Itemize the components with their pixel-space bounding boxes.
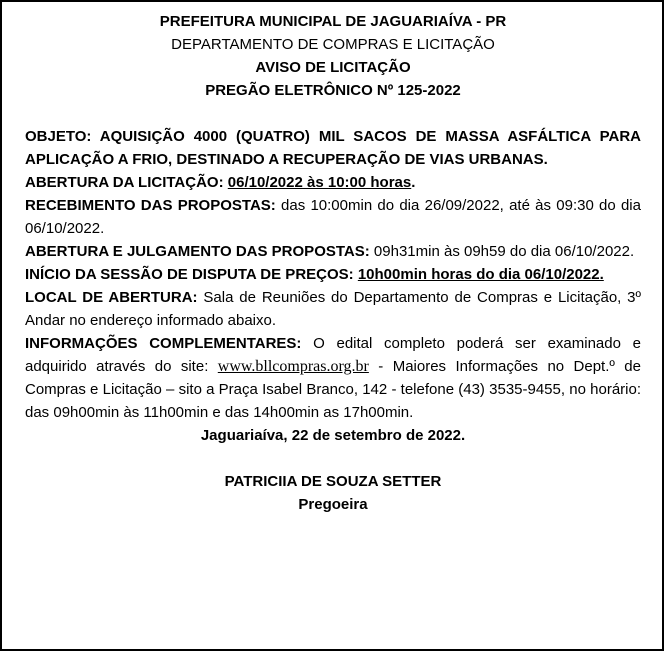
abertura-julgamento-text: 09h31min às 09h59 do dia 06/10/2022. <box>373 243 635 260</box>
abertura-julgamento-label: ABERTURA E JULGAMENTO DAS PROPOSTAS: <box>25 243 374 260</box>
informacoes-text-after-link: - Maiores Informações no Dept.º de Compras e Licitação – sito a Praça Isabel Branco, 142 - telefone (43) 3535-9455, no horário: das 09h00min às 11h00min e das 14h00min as 17h00min. <box>25 358 641 421</box>
recebimento-text: das 10:00min do dia 26/09/2022, até às 09:30 do dia 06/10/2022. <box>25 197 641 237</box>
paragraph-abertura-licitacao <box>25 171 641 194</box>
document-body <box>25 125 641 516</box>
paragraph-recebimento-propostas <box>25 194 641 240</box>
recebimento-label: RECEBIMENTO DAS PROPOSTAS: <box>25 197 282 214</box>
abertura-licitacao-datetime: 06/10/2022 às 10:00 horas <box>227 174 412 191</box>
abertura-licitacao-period: . <box>411 174 416 191</box>
header-auction-number: PREGÃO ELETRÔNICO Nº 125-2022 <box>205 82 461 99</box>
informacoes-label: INFORMAÇÕES COMPLEMENTARES: <box>25 335 314 352</box>
header-department: DEPARTAMENTO DE COMPRAS E LICITAÇÃO <box>171 36 495 53</box>
local-abertura-text: Sala de Reuniões do Departamento de Compras e Licitação, 3º Andar no endereço informado abaixo. <box>25 289 642 329</box>
signature-name: PATRICIIA DE SOUZA SETTER <box>224 473 442 490</box>
objeto-text: OBJETO: AQUISIÇÃO 4000 (QUATRO) MIL SACOS DE MASSA ASFÁLTICA PARA APLICAÇÃO A FRIO, DESTINADO A RECUPERAÇÃO DE VIAS URBANAS. <box>25 128 641 168</box>
inicio-disputa-datetime: 10h00min horas do dia 06/10/2022. <box>357 266 604 283</box>
bllcompras-site-link[interactable]: www.bllcompras.org.br <box>217 358 369 375</box>
informacoes-text-before-link: O edital completo poderá ser examinado e adquirido através do site: <box>25 335 641 375</box>
document-header <box>25 10 641 102</box>
inicio-disputa-label: INÍCIO DA SESSÃO DE DISPUTA DE PREÇOS: <box>25 266 358 283</box>
abertura-licitacao-label: ABERTURA DA LICITAÇÃO: <box>25 174 228 191</box>
paragraph-informacoes-complementares <box>25 332 641 424</box>
date-line: Jaguariaíva, 22 de setembro de 2022. <box>200 427 466 444</box>
header-notice-type: AVISO DE LICITAÇÃO <box>255 59 411 76</box>
paragraph-inicio-disputa <box>25 263 641 286</box>
paragraph-objeto <box>25 125 641 171</box>
signature-block <box>25 470 641 516</box>
signature-role: Pregoeira <box>298 496 368 513</box>
local-abertura-label: LOCAL DE ABERTURA: <box>25 289 204 306</box>
header-entity-name: PREFEITURA MUNICIPAL DE JAGUARIAÍVA - PR <box>159 13 507 30</box>
paragraph-abertura-julgamento <box>25 240 641 263</box>
paragraph-local-abertura <box>25 286 641 332</box>
